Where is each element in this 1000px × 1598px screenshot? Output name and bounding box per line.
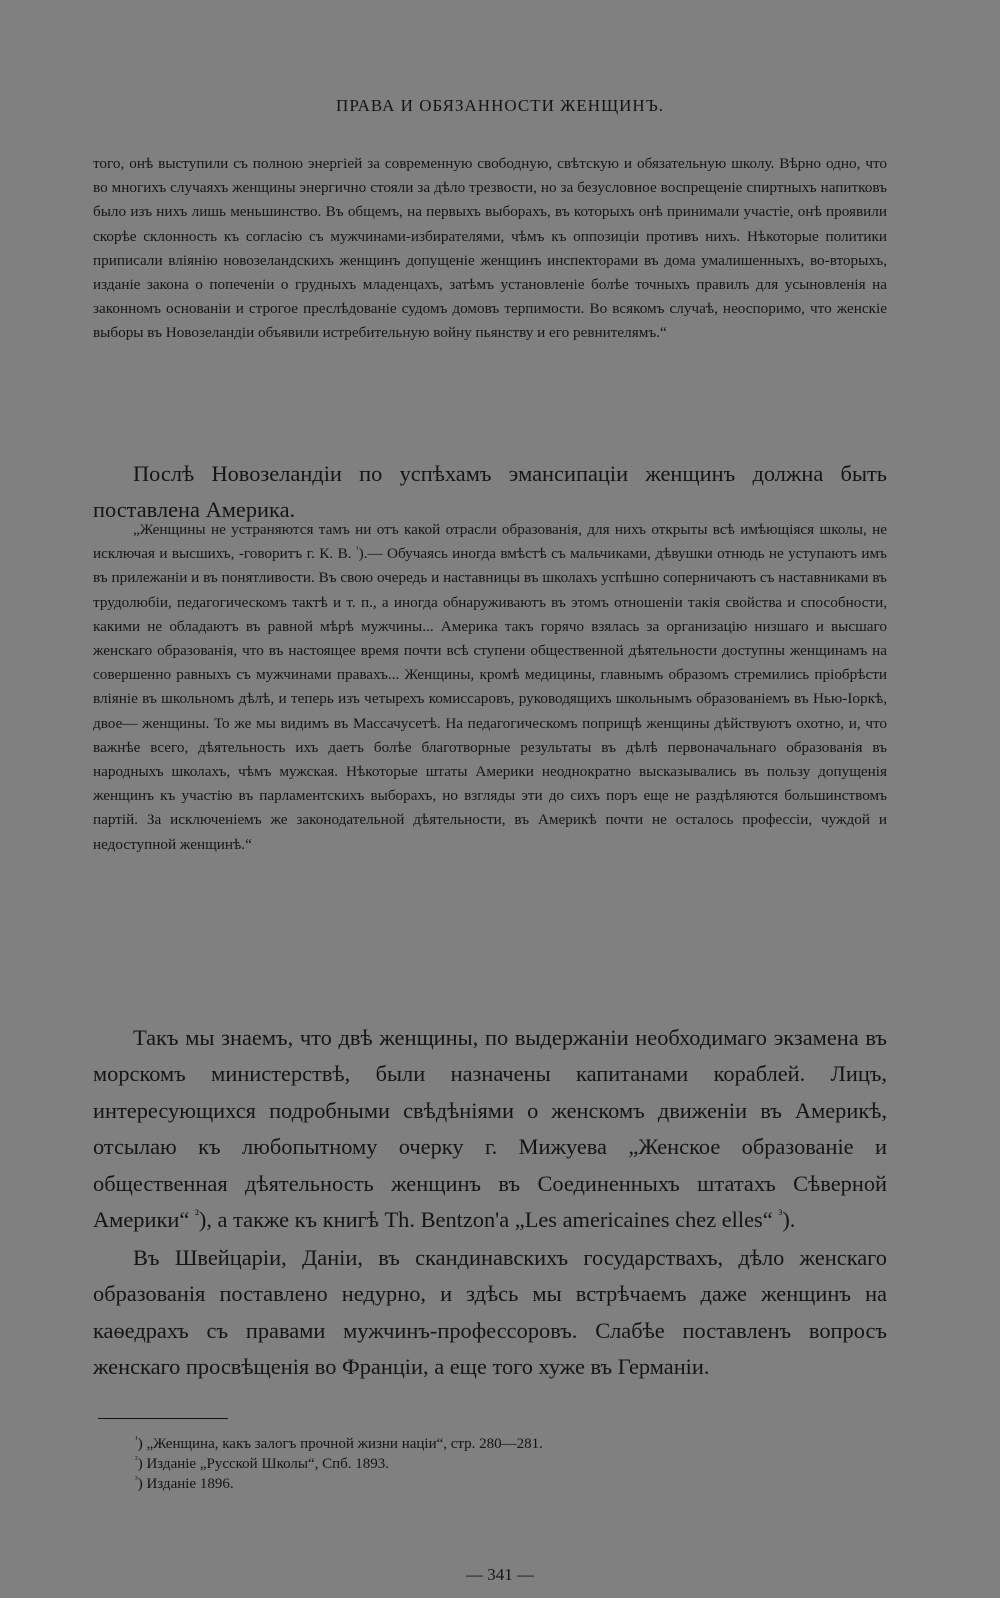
quote2-text-end: ).— Обучаясь иногда вмѣстѣ съ мальчиками, дѣвушки отнюдь не уступаютъ имъ въ прилежаніи и въ понятливости. Въ свою очередь и наставницы въ школахъ успѣшно соперничаютъ съ наставниками въ трудолюбіи, педагогическомъ тактѣ и т. п., а иногда обнаруживаютъ въ этомъ отношеніи такія свойства и способности, какими не обладаютъ въ равной мѣрѣ мужчины... Америка такъ горячо взялась за организацію низшаго и высшаго женскаго образованія, что въ настоящее время почти всѣ ступени общественной дѣятельности доступны женщинамъ на совершенно равныхъ съ мужчинами правахъ... Женщины, кромѣ медицины, главнымъ образомъ стремились пріобрѣсти вліяніе въ школьномъ дѣлѣ, и теперь изъ четырехъ комиссаровъ, руководящихъ школьнымъ образованіемъ въ Нью-Іоркѣ, двое— женщины. То же мы видимъ въ Массачусетѣ. На педагогическомъ поприщѣ женщины дѣйствуютъ охотно, и, что важнѣе всего, дѣятельность ихъ даетъ болѣе благотворные результаты въ дѣлѣ первоначальнаго образованія въ народныхъ школахъ, чѣмъ мужская. Нѣкоторые штаты Америки неоднократно высказывались въ пользу допущенія женщинъ къ участію въ парламентскихъ выборахъ, но взгляды эти до сихъ поръ еще не раздѣляются большинствомъ партій. За исключеніемъ же законодательной дѣятельности, въ Америкѣ почти не осталось профессіи, чуждой и недоступной женщинѣ.“ xyxy=(93,545,887,853)
paragraph-navy-women xyxy=(93,1020,887,1238)
paragraph-europe: Въ Швейцаріи, Даніи, въ скандинавскихъ государствахъ, дѣло женскаго образованія поставлено недурно, и здѣсь мы встрѣчаемъ даже женщинъ на каѳедрахъ съ правами мужчинъ-профессоровъ. Слабѣе поставленъ вопросъ женскаго просвѣщенія во Франціи, а еще того хуже въ Германіи. xyxy=(93,1245,887,1380)
quote2-text-start: „Женщины не устраняются тамъ ни отъ какой отрасли образованія, для нихъ открыты всѣ имѣющіяся школы, не исключая и высшихъ, -говоритъ г. К. В. xyxy=(93,521,887,563)
para2-text-end: ). xyxy=(782,1207,796,1233)
para2-text-start: Такъ мы знаемъ, что двѣ женщины, по выдержаніи необходимаго экзамена въ морскомъ министерствѣ, были назначены капитанами кораблей. Лицъ, интересующихся подробными свѣдѣніями о женскомъ движеніи въ Америкѣ, отсылаю къ любопытному очерку г. Мижуева „Женское образованіе и общественная дѣятельность женщинъ въ Соединенныхъ штатахъ Сѣверной Америки“ xyxy=(93,1025,887,1233)
quote-paragraph-2 xyxy=(93,518,887,857)
para2-text-mid: ), а также къ книгѣ Th. Bentzon'a „Les americaines chez elles“ xyxy=(198,1207,779,1233)
footnote-1: $^{^1}$) „Женщина, какъ залогъ прочной жизни націи“, стр. 280—281. xyxy=(135,1434,543,1452)
quote-paragraph-1: того, онѣ выступили съ полною энергіей за современную свободную, свѣтскую и обязательную школу. Вѣрно одно, что во многихъ случаяхъ женщины энергично стояли за дѣло трезвости, но за безусловное воспрещеніе спиртныхъ напитковъ было изъ нихъ лишь меньшинство. Въ общемъ, на первыхъ выборахъ, въ которыхъ онѣ принимали участіе, онѣ проявили скорѣе склонность къ согласію съ мужчинами-избирателями, чѣмъ къ оппозиціи противъ нихъ. Нѣкоторые политики приписали вліянію новозеландскихъ женщинъ допущеніе женщинъ инспекторами въ дома умалишенныхъ, во-вторыхъ, изданіе закона о попеченіи о грудныхъ младенцахъ, затѣмъ установленіе болѣе точныхъ правилъ для усыновленія на законномъ основаніи и строгое преслѣдованіе судомъ домовъ терпимости. Во всякомъ случаѣ, неоспоримо, что женскіе выборы въ Новозеландіи объявили истребительную войну пьянству и его ревнителямъ.“ xyxy=(93,155,887,342)
page-number: — 341 — xyxy=(466,1565,534,1584)
footnote-2: $^{^2}$) Изданіе „Русской Школы“, Спб. 1893. xyxy=(135,1454,390,1472)
footnote-divider xyxy=(98,1418,228,1419)
footnote-ref-1: ¹ xyxy=(355,544,359,555)
footnote-3: $^{^3}$) Изданіе 1896. xyxy=(135,1474,234,1492)
running-header: ПРАВА И ОБЯЗАННОСТИ ЖЕНЩИНЪ. xyxy=(336,96,664,115)
footnotes xyxy=(135,1434,543,1494)
footnote-ref-2: ² xyxy=(194,1206,199,1222)
footnote-ref-3: ³ xyxy=(778,1206,783,1222)
paragraph-america-intro: Послѣ Новозеландіи по успѣхамъ эмансипаціи женщинъ должна быть поставлена Америка. xyxy=(93,461,887,523)
